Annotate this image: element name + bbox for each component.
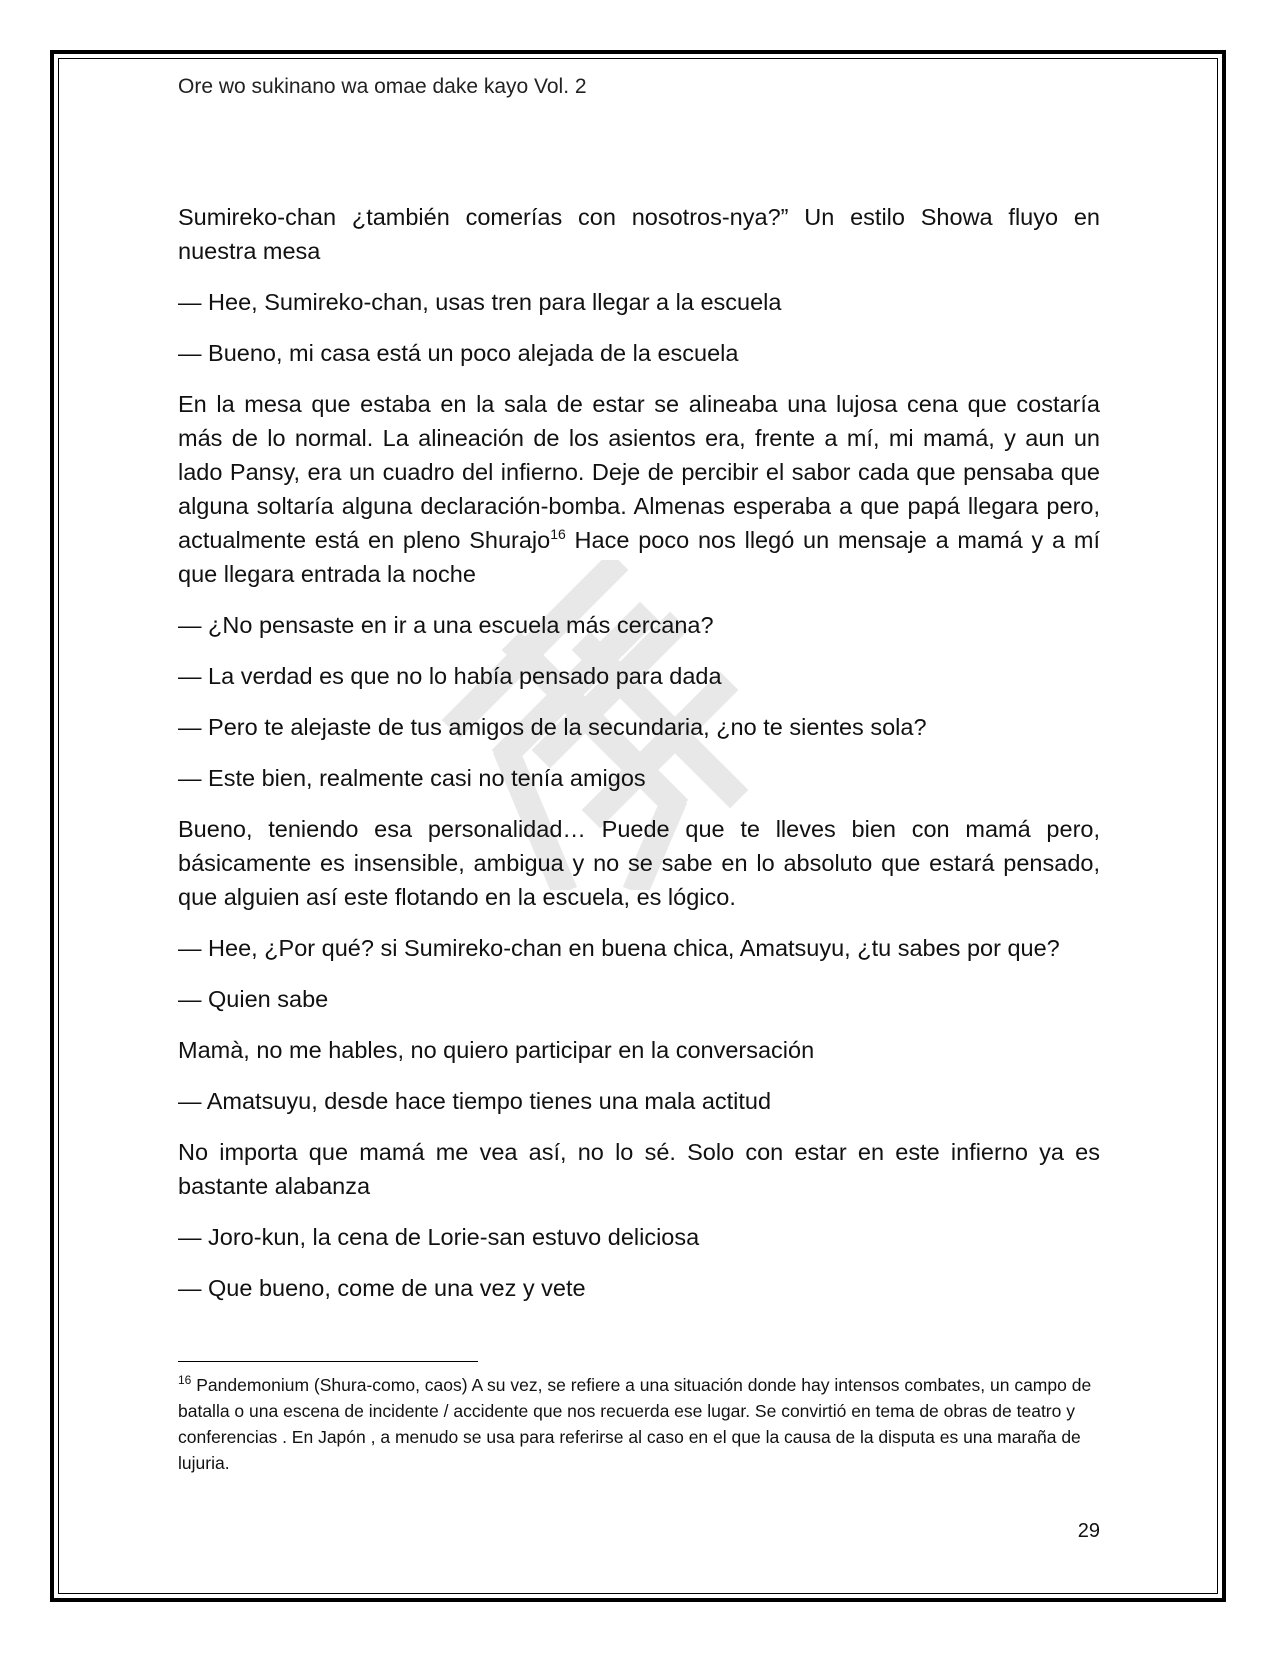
paragraph-text: En la mesa que estaba en la sala de estar se alineaba una lujosa cena que costaría más de lo normal. La alineación de los asientos era, frente a mí, mi mamá, y aun un lado Pansy, era un cuadro del infierno. Deje de percibir el sabor cada que pensaba que alguna soltaría alguna declaración-bomba. Almenas esperaba a que papá llegara pero, actualmente está en pleno Shurajo (178, 391, 1100, 553)
footnote-text: Pandemonium (Shura-como, caos) A su vez, se refiere a una situación donde hay intensos combates, un campo de batalla o una escena de incidente / accidente que nos recuerda ese lugar. Se convirtió en tema de obras de teatro y conferencias . En Japón , a menudo se usa para referirse al caso en el que la causa de la disputa es una maraña de lujuria. (178, 1375, 1092, 1473)
dialogue-line: — Que bueno, come de una vez y vete (178, 1275, 586, 1301)
dialogue-line: — Joro-kun, la cena de Lorie-san estuvo deliciosa (178, 1224, 700, 1250)
dialogue-line: — La verdad es que no lo había pensado para dada (178, 663, 722, 689)
dialogue-line: — Quien sabe (178, 986, 329, 1012)
paragraph-text-continued: Hace poco nos llegó un mensaje a mamá y a mí que llegara entrada la noche (178, 527, 1100, 587)
paragraph: No importa que mamá me vea así, no lo sé. Solo con estar en este infierno ya es bastante alabanza (178, 1139, 1100, 1199)
footnote-separator (178, 1361, 478, 1362)
paragraph: Mamà, no me hables, no quiero participar en la conversación (178, 1037, 815, 1063)
dialogue-line: — Hee, ¿Por qué? si Sumireko-chan en buena chica, Amatsuyu, ¿tu sabes por que? (178, 935, 1060, 961)
dialogue-line: — Amatsuyu, desde hace tiempo tienes una mala actitud (178, 1088, 772, 1114)
dialogue-line: — Pero te alejaste de tus amigos de la secundaria, ¿no te sientes sola? (178, 714, 927, 740)
body-text (178, 200, 1100, 1322)
footnote-number: 16 (178, 1373, 192, 1388)
footnote (178, 1372, 1100, 1476)
paragraph: Bueno, teniendo esa personalidad… Puede que te lleves bien con mamá pero, básicamente es insensible, ambigua y no se sabe en lo absoluto que estará pensado, que alguien así este flotando en la escuela, es lógico. (178, 816, 1100, 910)
dialogue-line: — Hee, Sumireko-chan, usas tren para llegar a la escuela (178, 289, 782, 315)
dialogue-line: — Bueno, mi casa está un poco alejada de la escuela (178, 340, 739, 366)
page-number: 29 (1077, 1520, 1100, 1542)
page-header-title: Ore wo sukinano wa omae dake kayo Vol. 2 (178, 75, 587, 98)
footnote-reference[interactable]: 16 (550, 526, 566, 543)
paragraph-with-footnote (178, 387, 1100, 591)
dialogue-line: — Este bien, realmente casi no tenía amigos (178, 765, 646, 791)
dialogue-line: — ¿No pensaste en ir a una escuela más cercana? (178, 612, 714, 638)
paragraph: Sumireko-chan ¿también comerías con nosotros-nya?” Un estilo Showa fluyo en nuestra mesa (178, 204, 1100, 264)
